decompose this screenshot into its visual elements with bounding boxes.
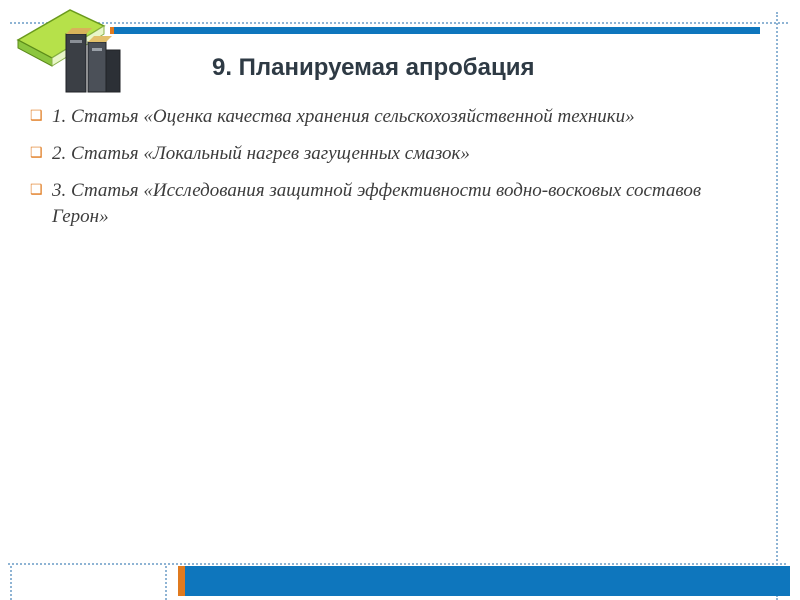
bottom-blue-bar bbox=[185, 566, 790, 596]
slide-title: 9. Планируемая апробация bbox=[212, 54, 535, 81]
bullet-icon: ❑ bbox=[30, 183, 43, 198]
bottom-mid-dotted-line bbox=[165, 566, 167, 600]
bottom-dotted-line bbox=[8, 563, 786, 565]
top-dotted-line bbox=[10, 22, 788, 24]
list-item bbox=[30, 141, 750, 167]
bullet-icon: ❑ bbox=[30, 109, 43, 124]
bottom-left-dotted-line bbox=[10, 566, 12, 600]
list-item-text: 2. Статья «Локальный нагрев загущенных смазок» bbox=[52, 143, 470, 164]
list-item-text: 3. Статья «Исследования защитной эффективности водно-восковых составов Герон» bbox=[52, 180, 702, 227]
books-icon bbox=[8, 4, 126, 96]
bullet-list bbox=[30, 104, 750, 241]
right-dotted-line bbox=[776, 12, 778, 600]
list-item bbox=[30, 104, 750, 130]
top-blue-bar bbox=[110, 27, 760, 34]
bullet-icon: ❑ bbox=[30, 146, 43, 161]
list-item bbox=[30, 178, 750, 230]
bottom-orange-accent bbox=[178, 566, 185, 596]
list-item-text: 1. Статья «Оценка качества хранения сельскохозяйственной техники» bbox=[52, 106, 635, 127]
